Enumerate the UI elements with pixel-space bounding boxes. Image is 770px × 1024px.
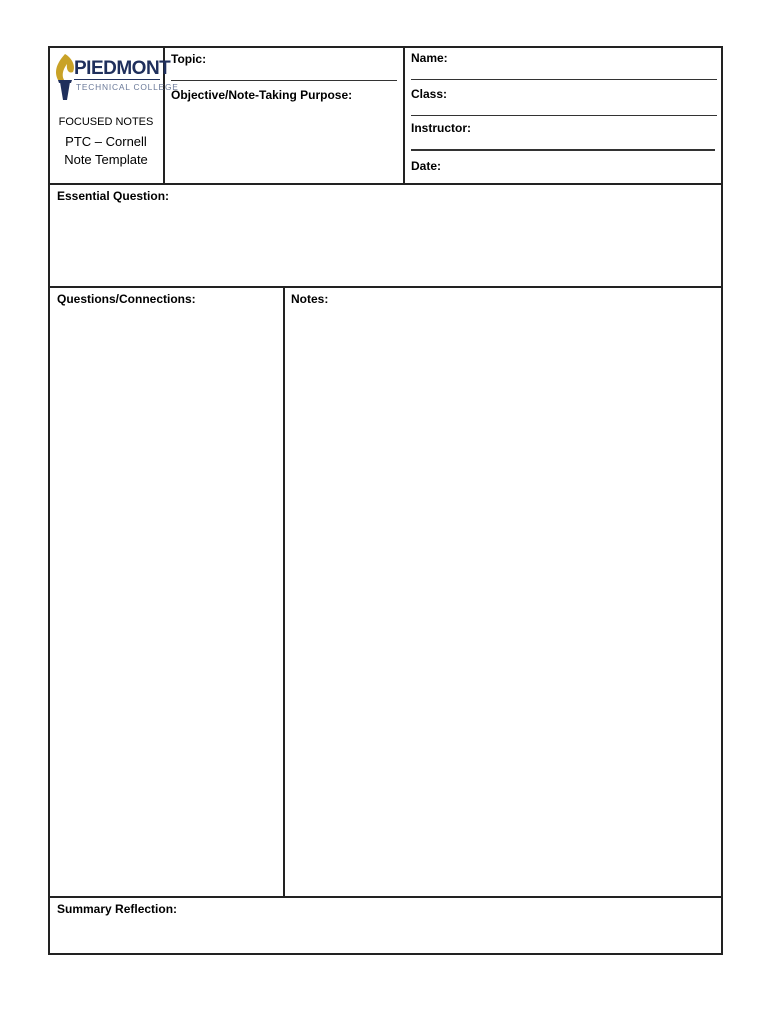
class-line[interactable]: [411, 115, 717, 116]
notes-label: Notes:: [291, 292, 329, 306]
summary-reflection-label: Summary Reflection:: [57, 902, 178, 916]
template-title-line1: PTC – Cornell: [65, 134, 147, 149]
topic-label: Topic:: [171, 52, 207, 66]
header-bottom-divider: [48, 183, 723, 185]
logo-rule: [74, 79, 160, 80]
focused-notes-label: FOCUSED NOTES: [58, 116, 154, 128]
date-label: Date:: [411, 159, 442, 173]
name-line[interactable]: [411, 79, 717, 80]
topic-line[interactable]: [171, 80, 397, 81]
instructor-label: Instructor:: [411, 121, 471, 135]
class-label: Class:: [411, 87, 448, 101]
cue-column-divider: [283, 286, 285, 898]
summary-divider: [48, 896, 723, 898]
questions-connections-label: Questions/Connections:: [57, 292, 196, 306]
piedmont-logo: [52, 52, 179, 104]
name-label: Name:: [411, 51, 448, 65]
name-column-divider: [403, 46, 405, 185]
logo-subtitle: TECHNICAL COLLEGE: [76, 82, 179, 92]
template-title-line2: Note Template: [64, 152, 148, 167]
essential-question-label: Essential Question:: [57, 189, 170, 203]
essential-question-divider: [48, 286, 723, 288]
objective-label: Objective/Note-Taking Purpose:: [171, 88, 353, 102]
instructor-line[interactable]: [411, 149, 715, 151]
logo-wordmark: PIEDMONT: [74, 58, 171, 79]
